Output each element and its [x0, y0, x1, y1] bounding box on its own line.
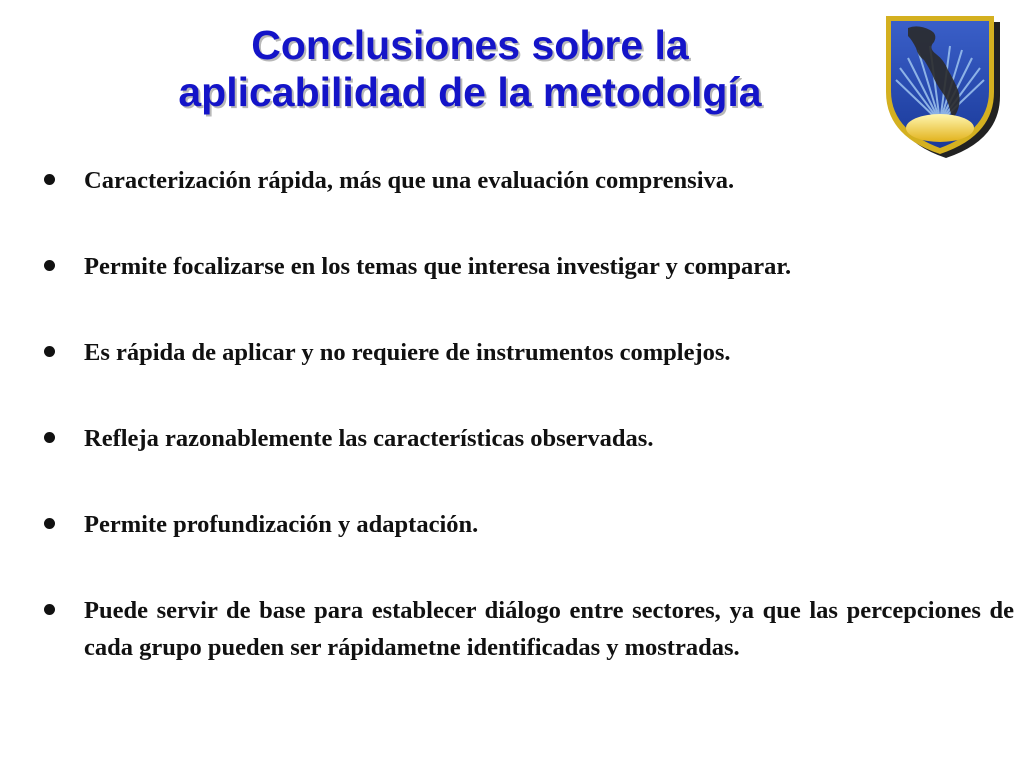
list-item: [44, 420, 1014, 457]
bullet-dot-icon: [44, 518, 55, 529]
list-item: [44, 334, 1014, 371]
shield-emblem-svg: [878, 10, 1004, 160]
bullet-dot-icon: [44, 174, 55, 185]
title-line-1: Conclusiones sobre la: [251, 22, 689, 68]
list-item: [44, 248, 1014, 285]
sun-shape: [906, 114, 974, 142]
slide-title: [60, 22, 880, 116]
bullet-text: Puede servir de base para establecer diálogo entre sectores, ya que las percepciones de cada grupo pueden ser rápidametne identificadas y mostradas.: [84, 597, 1014, 661]
shield-emblem-icon: [878, 10, 1004, 160]
bullet-text: Refleja razonablemente las características observadas.: [84, 425, 654, 452]
bullet-text: Caracterización rápida, más que una evaluación comprensiva.: [84, 167, 735, 194]
bullet-text: Permite profundización y adaptación.: [84, 511, 479, 538]
bullet-dot-icon: [44, 260, 55, 271]
list-item: [44, 592, 1014, 666]
list-item: [44, 506, 1014, 543]
bullet-text: Es rápida de aplicar y no requiere de instrumentos complejos.: [84, 339, 731, 366]
bullet-text: Permite focalizarse en los temas que interesa investigar y comparar.: [84, 253, 792, 280]
bullet-dot-icon: [44, 432, 55, 443]
bullet-dot-icon: [44, 604, 55, 615]
title-line-2: aplicabilidad de la metodolgía: [178, 69, 762, 115]
bullet-dot-icon: [44, 346, 55, 357]
list-item: [44, 162, 1014, 199]
